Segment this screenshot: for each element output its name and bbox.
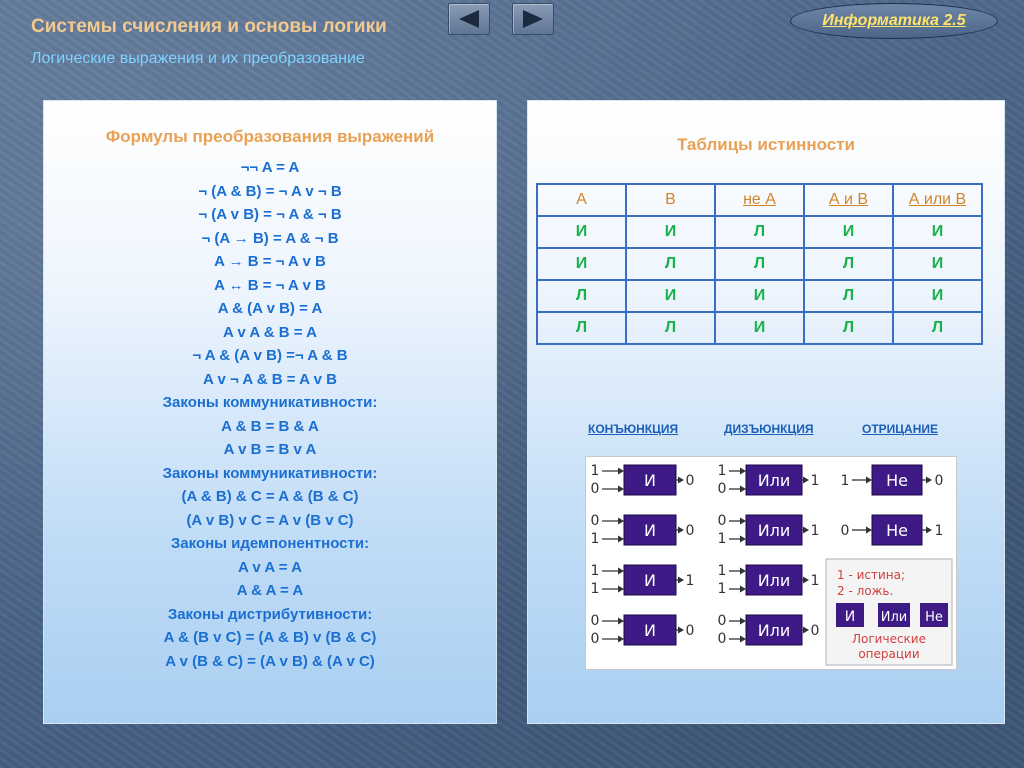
legend-not-label: Не (925, 610, 943, 625)
truth-table-cell: Л (893, 312, 982, 344)
or-input-2: 0 (717, 481, 727, 497)
formula-line: A & (A v B) = A (217, 300, 323, 317)
truth-header-not-a-label: не А (743, 191, 776, 208)
truth-table-row (537, 248, 982, 280)
and-output-arrow-head (678, 577, 684, 584)
truth-table-cell: Л (537, 280, 626, 312)
formula-line: A → B = ¬ A v B (214, 253, 326, 270)
or-output: 1 (810, 573, 820, 589)
and-output-arrow-head (678, 527, 684, 534)
truth-tables-heading: Таблицы истинности (676, 135, 856, 154)
and-gate-label: И (644, 471, 656, 490)
or-input-2: 1 (717, 581, 727, 597)
formula-line: A v ¬ A & B = A v B (203, 370, 337, 388)
negation-link[interactable]: ОТРИЦАНИЕ (862, 422, 939, 436)
or-input-1: 1 (717, 563, 727, 579)
course-badge-link[interactable]: Информатика 2.5 (790, 3, 998, 39)
truth-table-cell: Л (804, 312, 893, 344)
and-output: 0 (685, 473, 695, 489)
not-input: 0 (840, 523, 850, 539)
not-output-arrow-head (926, 527, 932, 534)
operations-links (528, 422, 1004, 440)
and-input-1: 0 (590, 613, 600, 629)
or-gate-label: Или (757, 621, 791, 640)
truth-tables-panel (527, 100, 1005, 724)
legend-line-2: 2 - ложь. (837, 584, 894, 598)
formula-line: (A & B) & C = A & (B & C) (181, 488, 359, 505)
and-input-2-arrow-head (618, 486, 624, 493)
truth-table-cell: Л (804, 248, 893, 280)
and-gate-label: И (644, 521, 656, 540)
formula-line: Законы идемпонентности: (170, 535, 370, 552)
and-input-2: 1 (590, 581, 600, 597)
or-input-1-arrow-head (740, 518, 746, 525)
or-output: 0 (810, 623, 820, 639)
truth-table-cell: И (893, 280, 982, 312)
and-input-1: 1 (590, 563, 600, 579)
formula-line: A v B = B v A (223, 441, 317, 458)
formula-list (44, 156, 496, 673)
and-output: 1 (685, 573, 695, 589)
and-gate-label: И (644, 571, 656, 590)
truth-header-a: А (537, 184, 626, 216)
or-input-2-arrow-head (740, 636, 746, 643)
truth-table-cell: И (893, 216, 982, 248)
truth-table-header-row (537, 184, 982, 216)
formula-line: A v (B & C) = (A v B) & (A v C) (165, 652, 375, 670)
and-input-2: 1 (590, 531, 600, 547)
and-input-2: 0 (590, 631, 600, 647)
not-input: 1 (840, 473, 850, 489)
or-output-arrow-head (803, 477, 809, 484)
legend-and-label: И (844, 609, 856, 625)
formula-line: Законы коммуникативности: (162, 394, 378, 411)
not-gate-label: Не (886, 521, 908, 540)
not-input-arrow-head (866, 477, 872, 484)
and-output-arrow-head (678, 477, 684, 484)
truth-table-cell: И (715, 312, 804, 344)
or-input-1-arrow-head (740, 468, 746, 475)
not-gate-label: Не (886, 471, 908, 490)
or-input-1-arrow-head (740, 618, 746, 625)
or-output-arrow-head (803, 577, 809, 584)
truth-table-row (537, 216, 982, 248)
legend-or-label: Или (880, 610, 908, 625)
conjunction-link[interactable]: КОНЪЮНКЦИЯ (588, 422, 679, 436)
logic-gates-diagram (585, 456, 957, 670)
or-gate-label: Или (757, 471, 791, 490)
and-input-1-arrow-head (618, 468, 624, 475)
truth-header-a-or-b (893, 184, 982, 216)
truth-header-a-and-b-label: А и В (828, 191, 869, 208)
and-gate-label: И (644, 621, 656, 640)
and-output: 0 (685, 523, 695, 539)
and-output: 0 (685, 623, 695, 639)
or-input-2: 1 (717, 531, 727, 547)
truth-table-cell: И (715, 280, 804, 312)
disjunction-link[interactable]: ДИЗЪЮНКЦИЯ (724, 422, 814, 436)
and-output-arrow-head (678, 627, 684, 634)
and-input-1: 0 (590, 513, 600, 529)
slide-subtitle: Логические выражения и их преобразование (31, 50, 365, 67)
arrow-right-icon (519, 8, 547, 30)
truth-table-cell: И (537, 216, 626, 248)
truth-table-cell: Л (626, 312, 715, 344)
not-output-arrow-head (926, 477, 932, 484)
not-input-arrow-head (866, 527, 872, 534)
truth-table-cell: И (804, 216, 893, 248)
formula-line: A v A = A (237, 558, 303, 576)
truth-table-cell: Л (715, 248, 804, 280)
formula-line: ¬ (A → B) = A & ¬ B (201, 229, 339, 247)
or-output-arrow-head (803, 627, 809, 634)
formula-line: ¬ A & (A v B) =¬ A & B (192, 347, 348, 364)
or-input-1: 0 (717, 613, 727, 629)
truth-table-cell: Л (537, 312, 626, 344)
truth-table-cell: И (626, 280, 715, 312)
or-input-1: 1 (717, 463, 727, 479)
and-input-2: 0 (590, 481, 600, 497)
formula-line: A & (B v C) = (A & B) v (B & C) (163, 629, 377, 646)
formulas-heading: Формулы преобразования выражений (105, 127, 435, 146)
or-input-2-arrow-head (740, 536, 746, 543)
truth-table-cell: И (893, 248, 982, 280)
truth-table-cell: И (537, 248, 626, 280)
formula-line: ¬ (A v B) = ¬ A & ¬ B (198, 206, 342, 223)
formula-line: ¬ (A & B) = ¬ A v ¬ B (198, 182, 342, 200)
truth-table-cell: И (626, 216, 715, 248)
and-input-1-arrow-head (618, 518, 624, 525)
truth-table (536, 183, 983, 345)
formula-line: Законы дистрибутивности: (167, 605, 373, 623)
formula-line: (A v B) v C = A v (B v C) (186, 511, 354, 529)
truth-table-cell: Л (804, 280, 893, 312)
truth-table-row (537, 312, 982, 344)
legend-caption-2: операции (858, 647, 920, 661)
formula-line: A & B = B & A (221, 417, 319, 435)
logic-gates-svg (586, 457, 956, 669)
not-output: 1 (934, 523, 944, 539)
formula-line: A v A & B = A (222, 323, 318, 341)
arrow-left-icon (455, 8, 483, 30)
or-gate-label: Или (757, 521, 791, 540)
or-output: 1 (810, 473, 820, 489)
next-slide-button[interactable] (512, 3, 554, 35)
and-input-2-arrow-head (618, 636, 624, 643)
truth-table-cell: Л (715, 216, 804, 248)
or-input-2: 0 (717, 631, 727, 647)
or-output: 1 (810, 523, 820, 539)
and-input-2-arrow-head (618, 586, 624, 593)
and-input-1-arrow-head (618, 568, 624, 575)
truth-header-b: В (626, 184, 715, 216)
legend-line-1: 1 - истина; (837, 568, 906, 582)
and-input-2-arrow-head (618, 536, 624, 543)
formula-line: ¬¬ A = A (240, 159, 300, 176)
formula-line: A & A = A (236, 582, 304, 599)
or-input-2-arrow-head (740, 586, 746, 593)
truth-table-row (537, 280, 982, 312)
formulas-panel (43, 100, 497, 724)
or-input-2-arrow-head (740, 486, 746, 493)
not-output: 0 (934, 473, 944, 489)
and-input-1-arrow-head (618, 618, 624, 625)
legend-caption-1: Логические (852, 632, 926, 646)
prev-slide-button[interactable] (448, 3, 490, 35)
or-input-1-arrow-head (740, 568, 746, 575)
formula-line: Законы коммуникативности: (162, 464, 378, 482)
truth-table-cell: Л (626, 248, 715, 280)
formula-line: A ↔ B = ¬ A v B (214, 276, 326, 294)
truth-header-a-and-b (804, 184, 893, 216)
slide-title: Системы счисления и основы логики (31, 16, 387, 37)
truth-header-not-a (715, 184, 804, 216)
or-input-1: 0 (717, 513, 727, 529)
or-output-arrow-head (803, 527, 809, 534)
and-input-1: 1 (590, 463, 600, 479)
or-gate-label: Или (757, 571, 791, 590)
truth-header-a-or-b-label: А или В (908, 191, 967, 208)
